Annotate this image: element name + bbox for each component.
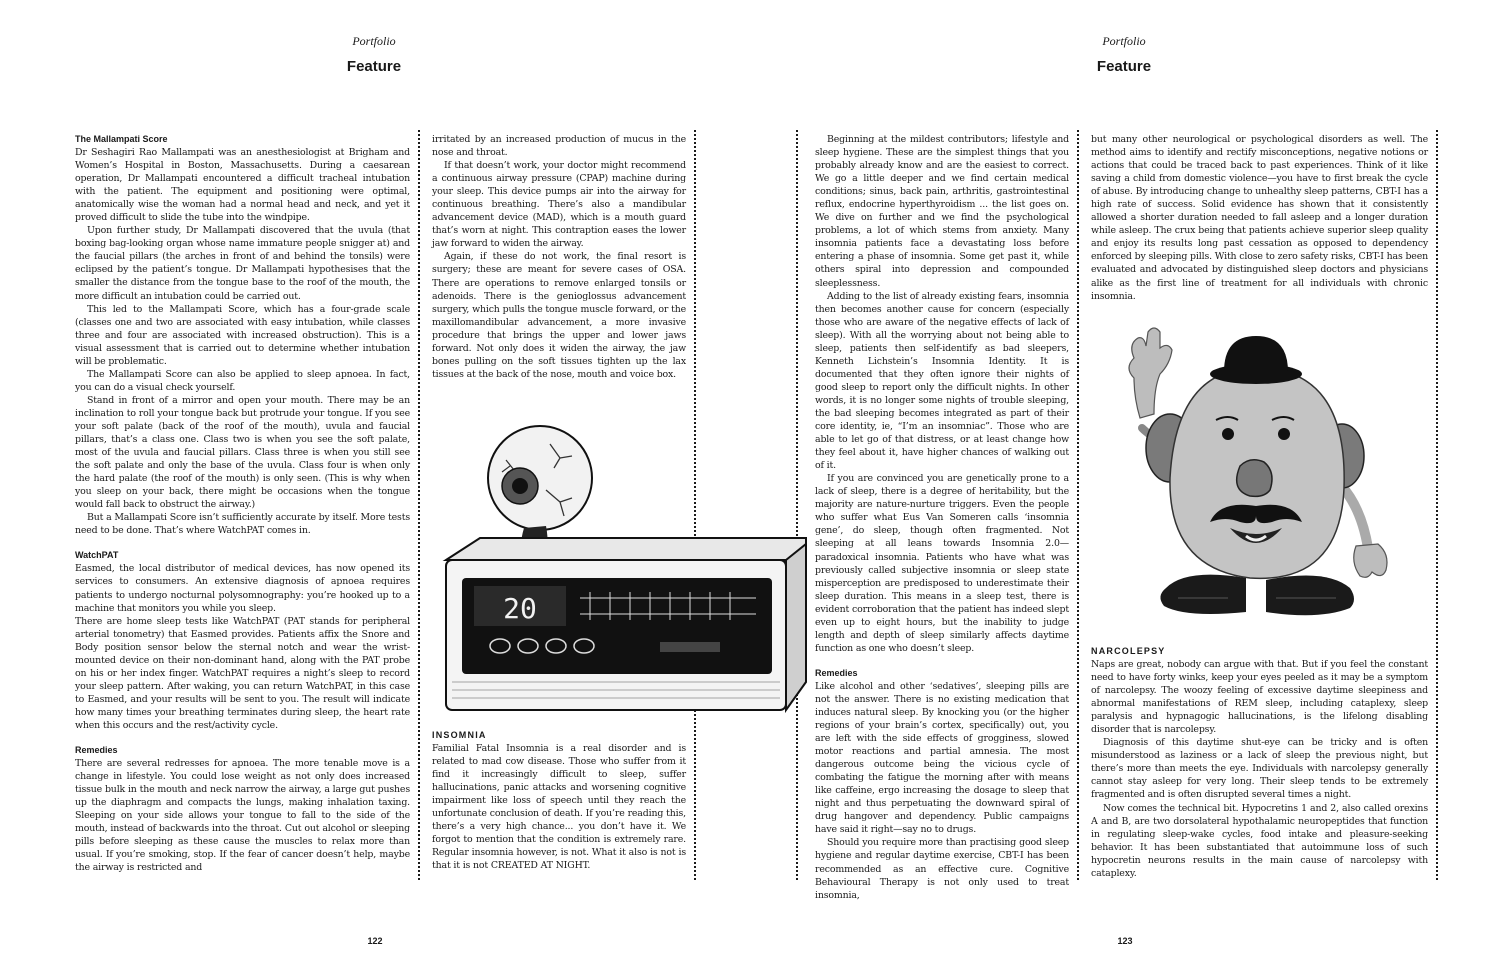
paragraph: Beginning at the mildest contributors; lifestyle and sleep hygiene. These are the simplest things that you probably already know and are the easiest to correct. We go a little deeper and we find certain medical conditions; sinus, back pain, arthritis, gastrointestinal reflux, endocrine hyperthyroidism ... the list goes on. We dive on further and we find the psychological problems, a lot of which stems from anxiety. Many insomnia patients face a devastating loss before entering a phase of insomnia. Some get past it, while others spiral into depression and compounded sleeplessness.: [815, 134, 1069, 289]
paragraph: If you are convinced you are genetically prone to a lack of sleep, there is a degree of heritability, but the majority are nature-nurture triggers. Even the people who suffer what Eus Van Someren calls ‘insomnia gene’, do sleep, though often fragmented. Not sleeping at all leans towards Insomnia 2.0—paradoxical insomnia. Patients who have what was previously called subjective insomnia or sleep state misperception are predisposed to underestimate their sleep duration. This means in a sleep test, there is evident corroboration that the patient has indeed slept even up to eight hours, but the inability to judge length and depth of sleep similarly affects daytime function as one who doesn’t sleep.: [815, 473, 1069, 654]
right-section-title: Feature: [1096, 58, 1152, 75]
paragraph: Dr Seshagiri Rao Mallampati was an anesthesiologist at Brigham and Women’s Hospital in Boston, Massachusetts. During a caesarean operation, Dr Mallampati encountered a difficult tracheal intubation with the patient. The equipment and positioning were optimal, anatomically wise the woman had a normal head and neck, and yet it proved difficult to slide the tube into the windpipe.: [75, 147, 410, 224]
paragraph: Upon further study, Dr Mallampati discovered that the uvula (that boxing bag-looking organ whose name immature people snigger at) and the faucial pillars (the arches in front of and behind the tonsils) were eclipsed by the patient’s tongue. Dr Mallampati hypothesises that the smaller the distance from the tongue base to the roof of the mouth, the more difficult an intubation could be carried out.: [75, 225, 410, 302]
paragraph: Adding to the list of already existing fears, insomnia then becomes another cause for concern (especially those who are aware of the negative effects of lack of sleep). With all the worrying about not being able to sleep, patients then self-identify as bad sleepers, Kenneth Lichstein’s Insomnia Identity. It is documented that they often ignore their nights of good sleep to report only the difficult nights. In other words, it is no longer some nights of trouble sleeping, the bad sleeping becomes integrated as part of their core identity, ie, “I’m an insomniac”. Those who are able to let go of that distress, or at least change how they feel about it, have higher chances of walking out of it.: [815, 290, 1069, 472]
paragraph: There are home sleep tests like WatchPAT (PAT stands for peripheral arterial tonometry) that Easmed provides. Patients affix the Snore and Body position sensor below the sternal notch and wear the wrist-mounted device on their non-dominant hand, along with the PAT probe on his or her index finger. WatchPAT requires a night’s sleep to record your sleep pattern. After waking, you can return WatchPAT, in this case to Easmed, and your results will be sent to you. The result will indicate how many times your breathing terminates during sleep, the heart rate when this occurs and the rest/activity cycle.: [75, 615, 410, 731]
left-section-title: Feature: [346, 58, 402, 75]
paragraph: Diagnosis of this daytime shut-eye can be tricky and is often misunderstood as laziness or a lack of sleep the previous night, but there’s more than meets the eye. Individuals with narcolepsy generally cannot stay asleep for very long. Their sleep tends to be extremely fragmented and is often disrupted several times a night.: [1091, 737, 1428, 801]
article-column-4-bottom: [1091, 645, 1428, 885]
article-column-2-top: [432, 133, 686, 393]
paragraph: But a Mallampati Score isn’t sufficiently accurate by itself. More tests need to be done. That’s where WatchPAT comes in.: [75, 512, 410, 537]
heading-watchpat: WatchPAT: [75, 550, 119, 561]
heading-remedies-2: Remedies: [815, 667, 858, 678]
paragraph: Naps are great, nobody can argue with that. But if you feel the constant need to have forty winks, keep your eyes peeled as it may be a symptom of narcolepsy. The woozy feeling of excessive daytime sleepiness and abnormal manifestations of REM sleep, including cataplexy, sleep paralysis and hypnagogic hallucinations, is the lifelong disabling disorder that is narcolepsy.: [1091, 659, 1428, 736]
right-page-number: 123: [1117, 936, 1133, 946]
paragraph: Again, if these do not work, the final resort is surgery; these are meant for severe cases of OSA. There are operations to remove enlarged tonsils or adenoids. There is the genioglossus advancement surgery, which pulls the tongue muscle forward, or the maxillomandibular advancement, a more invasive procedure that brings the upper and lower jaws forward. Not only does it widen the airway, the jaw bones pulling on the soft tissues tighten up the lax tissues at the back of the nose, mouth and voice box.: [432, 251, 686, 380]
paragraph: Should you require more than practising good sleep hygiene and regular daytime exercise, CBT-I has been recommended as an effective cure. Cognitive Behavioural Therapy is not only used to treat insomnia,: [815, 837, 1069, 901]
heading-mallampati: The Mallampati Score: [75, 134, 168, 144]
article-column-3: [815, 133, 1069, 901]
column-divider: [418, 130, 420, 880]
paragraph: There are several redresses for apnoea. The more tenable move is a change in lifestyle. You could lose weight as not only does increased tissue bulk in the mouth and neck narrow the airway, a large gut pushes up the diaphragm and compacts the lungs, making inhalation taxing. Sleeping on your side allows your tongue to fall to the side of the mouth, instead of backwards into the throat. Cut out alcohol or sleeping pills before sleeping as these cause the muscles to relax more than usual. If you’re smoking, stop. If the fear of cancer doesn’t help, maybe the airway is restricted and: [75, 758, 410, 874]
paragraph: irritated by an increased production of mucus in the nose and throat.: [432, 134, 686, 159]
paragraph: If that doesn’t work, your doctor might recommend a continuous airway pressure (CPAP) machine during your sleep. This device pumps air into the airway for continuous breathing. There’s also a mandibular advancement device (MAD), which is a mouth guard that’s worn at night. This contraption eases the lower jaw forward to widen the airway.: [432, 160, 686, 250]
heading-insomnia: INSOMNIA: [432, 730, 487, 740]
paragraph: Easmed, the local distributor of medical devices, has now opened its services to consumers. An extensive diagnosis of apnoea requires patients to undergo nocturnal polysomnography: you’re hooked up to a machine that monitors you while you sleep.: [75, 563, 410, 614]
column-divider: [1436, 130, 1438, 880]
heading-remedies: Remedies: [75, 745, 118, 756]
paragraph: This led to the Mallampati Score, which has a four-grade scale (classes one and two are associated with easy intubation, while classes three and four are associated with increased obstruction). This is a visual assessment that is carried out to determine whether intubation will be problematic.: [75, 303, 410, 367]
paragraph: Familial Fatal Insomnia is a real disorder and is related to mad cow disease. Those who suffer from it find it increasingly difficult to sleep, suffer hallucinations, panic attacks and worsening cognitive impairment like loss of speech until they reach the unfortunate conclusion of death. If you’re reading this, there’s a very high chance... you don’t have it. We forgot to mention that the condition is extremely rare. Regular insomnia however, is not. What it also is not is that it is not CREATED AT NIGHT.: [432, 743, 686, 872]
paragraph: but many other neurological or psychological disorders as well. The method aims to identify and rectify misconceptions, negative notions or actions that could be traced back to past experiences. Think of it like saving a child from domestic violence—you have to first break the cycle of abuse. By introducing change to unhealthy sleep patterns, CBT-I has a high rate of success. Solid evidence has shown that it consistently allowed a shorter duration needed to fall asleep and a longer duration while asleep. The crux being that patients achieve superior sleep quality and enjoy its results long past cessation as opposed to dependency enforced by sleeping pills. With close to zero safety risks, CBT-I has been evaluated and advocated by distinguished sleep doctors and physicians alike as the first line of treatment for all individuals with chronic insomnia.: [1091, 134, 1428, 302]
paragraph: Stand in front of a mirror and open your mouth. There may be an inclination to roll your tongue back but protrude your tongue. If you see your soft palate (back of the roof of the mouth), uvula and faucial pillars, that’s a class one. Class two is when you see the soft palate, most of the uvula and faucial pillars. Class three is when you still see the soft palate and only the base of the uvula. Class four is when only the hard palate (the roof of the mouth) is only seen. (This is why when you sleep on your back, there might be occasions when the tongue would fall back to obstruct the airway.): [75, 394, 410, 511]
left-page-number: 122: [367, 936, 383, 946]
heading-narcolepsy: NARCOLEPSY: [1091, 646, 1166, 656]
paragraph: Now comes the technical bit. Hypocretins 1 and 2, also called orexins A and B, are two dorsolateral hypothalamic neuropeptides that function in regulating sleep-wake cycles, food intake and pleasure-seeking behavior. It has been substantiated that autoimmune loss of such hypocretin neurons results in the main cause of narcolepsy with cataplexy.: [1091, 802, 1428, 879]
article-column-4-top: [1091, 133, 1428, 303]
column-divider: [1077, 130, 1079, 880]
paragraph: The Mallampati Score can also be applied to sleep apnoea. In fact, you can do a visual check yourself.: [75, 368, 410, 393]
left-kicker: Portfolio: [352, 34, 396, 48]
article-column-1: [75, 133, 410, 893]
potato-head-illustration: [1106, 318, 1406, 638]
eyeball-clock-illustration: [440, 420, 806, 720]
clock-display-digits: 20: [503, 592, 537, 625]
right-kicker: Portfolio: [1102, 34, 1146, 48]
article-column-2-bottom: [432, 729, 686, 889]
paragraph: Like alcohol and other ‘sedatives’, sleeping pills are not the answer. There is no existing medication that induces natural sleep. By knocking you (or the higher regions of your brain’s cortex, specifically) out, you are left with the side effects of grogginess, slowed motor reactions and partial amnesia. The most dangerous outcome being the vicious cycle of combating the fatigue the morning after with means like caffeine, ergo increasing the dosage to sleep that night and thus perpetuating the downward spiral of drug hangover and dependency. Public campaigns have said it right—say no to drugs.: [815, 680, 1069, 836]
